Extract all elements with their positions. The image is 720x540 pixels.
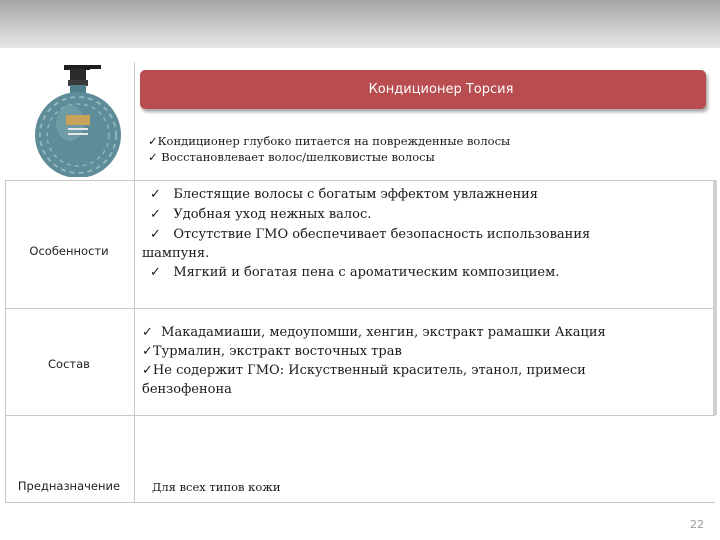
composition-line: ✓ Макадамиаши, медоупомши, хенгин, экстракт рамашки Акация	[142, 325, 606, 340]
check-mark-icon: ✓	[142, 344, 153, 359]
left-border	[5, 180, 6, 502]
right-shadow	[713, 308, 717, 415]
composition-line: бензофенона	[142, 382, 232, 397]
purpose-value: Для всех типов кожи	[152, 480, 281, 494]
feature-line: ✓ Блестящие волосы с богатым эффектом увлажнения	[150, 187, 539, 202]
row-divider	[5, 308, 715, 309]
feature-line: ✓ Мягкий и богатая пена с ароматическим композицием.	[150, 265, 560, 280]
row-divider	[5, 180, 715, 181]
check-mark-icon: ✓	[148, 150, 158, 164]
check-mark-icon: ✓	[142, 325, 153, 340]
feature-line: шампуня.	[142, 246, 210, 261]
composition-line: ✓Турмалин, экстракт восточных трав	[142, 344, 402, 359]
check-mark-icon: ✓	[150, 187, 161, 202]
intro-line: ✓ Восстановлевает волос/шелковистые волосы	[148, 150, 435, 164]
composition-line: ✓Не содержит ГМО: Искуственный краситель, этанол, примеси	[142, 363, 586, 378]
check-mark-icon: ✓	[148, 134, 158, 148]
feature-line: ✓ Отсутствие ГМО обеспечивает безопасность использования	[150, 227, 591, 242]
feature-line: ✓ Удобная уход нежных валос.	[150, 207, 372, 222]
check-mark-icon: ✓	[150, 207, 161, 222]
title-bar	[140, 70, 706, 109]
row-divider	[5, 415, 715, 416]
check-mark-icon: ✓	[150, 265, 161, 280]
row-label-purpose: Предназначение	[17, 479, 121, 493]
row-divider	[5, 502, 715, 503]
right-shadow	[713, 180, 717, 308]
intro-line: ✓Кондиционер глубоко питается на поврежденные волосы	[148, 134, 511, 148]
column-divider	[134, 62, 135, 502]
product-bottle-image	[30, 65, 130, 177]
page-number: 22	[690, 518, 704, 531]
check-mark-icon: ✓	[150, 227, 161, 242]
check-mark-icon: ✓	[142, 363, 153, 378]
product-title: Кондиционер Торсия	[368, 82, 514, 97]
row-label-composition: Состав	[48, 357, 90, 371]
row-label-features: Особенности	[29, 244, 109, 258]
